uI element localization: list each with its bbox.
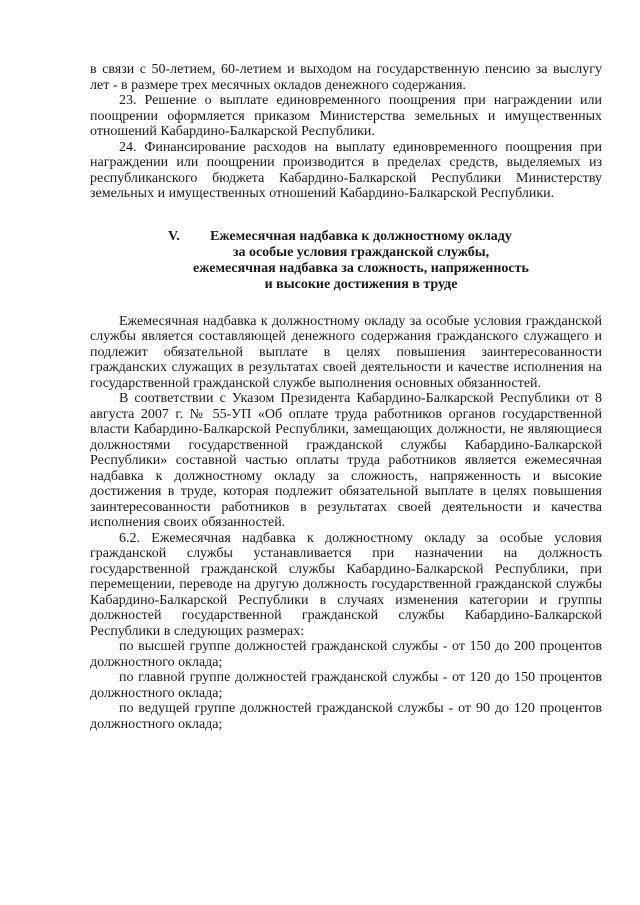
paragraph-23: 23. Решение о выплате единовременного поощрения при награждении или поощрении оформляется приказом Министерства земельных и имущественных отношений Кабардино-Балкарской Республики. <box>90 93 602 139</box>
paragraph-continuation: в связи с 50-летием, 60-летием и выходом на государственную пенсию за выслугу лет - в размере трех месячных окладов денежного содержания. <box>90 62 602 93</box>
section-title-line-4: и высокие достижения в труде <box>264 276 458 292</box>
section-title-line-1: Ежемесячная надбавка к должностному окладу <box>210 228 512 244</box>
section-title-line-3: ежемесячная надбавка за сложность, напряженность <box>193 260 529 276</box>
paragraph-6-2: 6.2. Ежемесячная надбавка к должностному окладу за особые условия гражданской службы устанавливается при назначении на должность государственной гражданской службы Кабардино-Балкарской Республики, при перемещении, переводе на другую должность государственной гражданской службы Кабардино-Балкарской Республики в случаях изменения категории и группы должностей государственной гражданской службы Кабардино-Балкарской Республики в следующих размерах: <box>90 530 602 639</box>
section-heading <box>90 229 602 293</box>
paragraph-decree-reference: В соответствии с Указом Президента Кабардино-Балкарской Республики от 8 августа 2007 г. № 55-УП «Об оплате труда работников органов государственной власти Кабардино-Балкарской Республики, замещающих должности, не являющиеся должностями государственной гражданской службы Кабардино-Балкарской Республики» составной частью оплаты труда работников является ежемесячная надбавка к должностному окладу за сложность, напряженность и высокие достижения в труде, которая подлежит обязательной выплате в целях повышения заинтересованности работников в результатах своей деятельности и качества исполнения своих обязанностей. <box>90 391 602 530</box>
document-content <box>90 62 602 732</box>
list-item-main-group: по главной группе должностей гражданской службы - от 120 до 150 процентов должностного оклада; <box>90 670 602 701</box>
list-item-leading-group: по ведущей группе должностей гражданской службы - от 90 до 120 процентов должностного оклада; <box>90 701 602 732</box>
paragraph-24: 24. Финансирование расходов на выплату единовременного поощрения при награждении или поощрении производится в пределах средств, выделяемых из республиканского бюджета Кабардино-Балкарской Республики Министерству земельных и имущественных отношений Кабардино-Балкарской Республики. <box>90 139 602 201</box>
section-heading-block <box>90 229 602 293</box>
section-number: V. <box>168 228 180 244</box>
section-title-line-2: за особые условия гражданской службы, <box>232 244 490 260</box>
list-item-highest-group: по высшей группе должностей гражданской службы - от 150 до 200 процентов должностного оклада; <box>90 639 602 670</box>
paragraph-special-conditions: Ежемесячная надбавка к должностному окладу за особые условия гражданской службы является составляющей денежного содержания гражданского служащего и подлежит обязательной выплате в целях повышения заинтересованности гражданских служащих в результатах своей деятельности и качестве исполнения на государственной гражданской службе выполнения основных обязанностей. <box>90 313 602 391</box>
